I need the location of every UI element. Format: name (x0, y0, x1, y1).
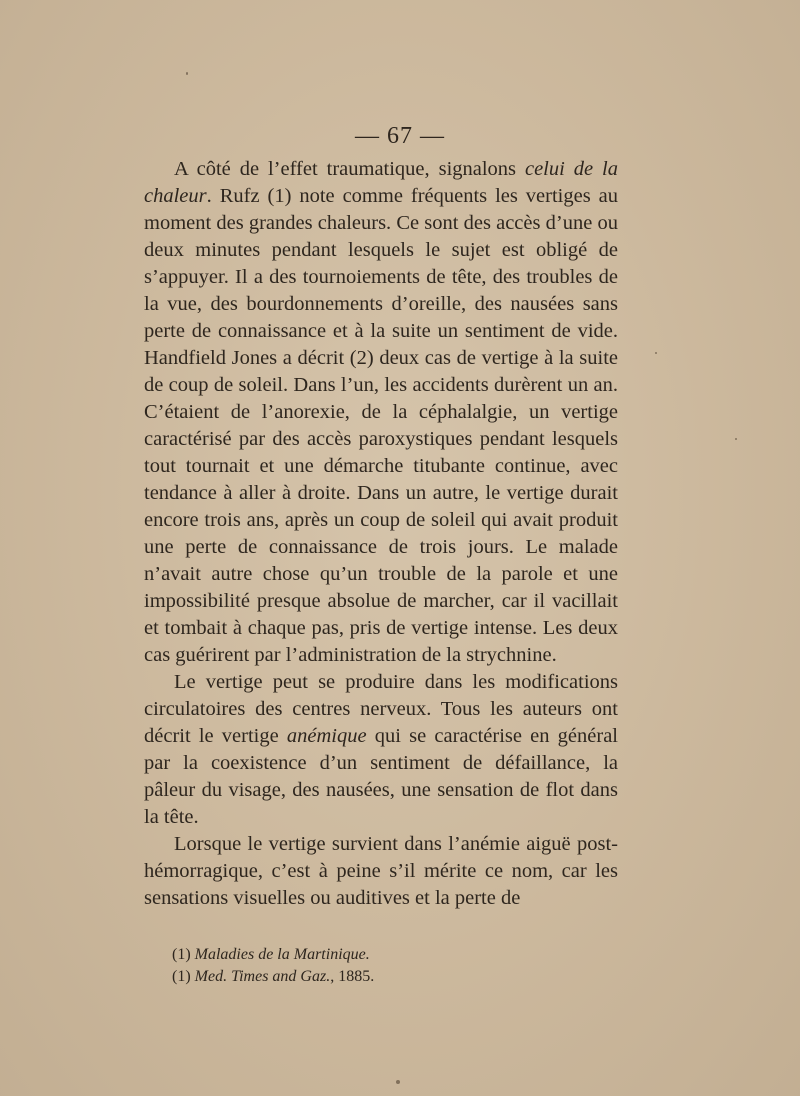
paper-speck (735, 438, 737, 440)
page-number: — 67 — (355, 123, 445, 149)
footnote-suffix: , 1885. (330, 968, 375, 985)
paper-speck (396, 1080, 400, 1084)
footnote-text: Maladies de la Martinique. (194, 946, 370, 963)
paragraph-2 (144, 669, 618, 831)
footnote-marker: (1) (172, 968, 191, 985)
footnotes (172, 944, 612, 988)
paper-speck (186, 72, 188, 75)
text-segment: . Rufz (1) note comme fréquents les vertiges au moment des grandes chaleurs. Ce sont des accès d’une ou deux minutes pendant lesquels le sujet est obligé de s’appuyer. Il a des tournoiements de tête, des troubles de la vue, des bourdonnements d’oreille, des nausées sans perte de connaissance et à la suite un sentiment de vide. Handfield Jones a décrit (2) deux cas de vertige à la suite de coup de soleil. Dans l’un, les accidents durèrent un an. C’étaient de l’anorexie, de la céphalalgie, un vertige caractérisé par des accès paroxystiques pendant lesquels tout tournait et une démarche titubante continue, avec tendance à aller à droite. Dans un autre, le vertige durait encore trois ans, après un coup de soleil qui avait produit une perte de connaissance de trois jours. Le malade n’avait autre chose qu’un trouble de la parole et une impossibilité presque absolue de marcher, car il vacillait et tombait à chaque pas, pris de vertige intense. Les deux cas guérirent par l’administration de la strychnine. (144, 185, 618, 666)
footnote-marker: (1) (172, 946, 191, 963)
body-text (144, 156, 618, 912)
text-segment: Lorsque le vertige survient dans l’anémie aiguë post-hémorragique, c’est à peine s’il mérite ce nom, car les sensations visuelles ou auditives et la perte de (144, 833, 618, 909)
text-segment: qui se caractérise en général par la coexistence d’un sentiment de défaillance, la pâleur du visage, des nausées, une sensation de flot dans la tête. (144, 725, 618, 828)
footnote (172, 966, 612, 988)
paragraph-1 (144, 156, 618, 669)
paragraph-3 (144, 831, 618, 912)
italic-segment: celui de la chaleur (144, 158, 618, 207)
text-segment: A côté de l’effet traumatique, signalons (174, 158, 525, 180)
footnote (172, 944, 612, 966)
italic-segment: anémique (286, 725, 367, 747)
footnote-text: Med. Times and Gaz. (194, 968, 331, 985)
text-segment: Le vertige peut se produire dans les modifications circulatoires des centres nerveux. Tous les auteurs ont décrit le vertige (144, 671, 618, 747)
paper-speck (655, 352, 657, 354)
